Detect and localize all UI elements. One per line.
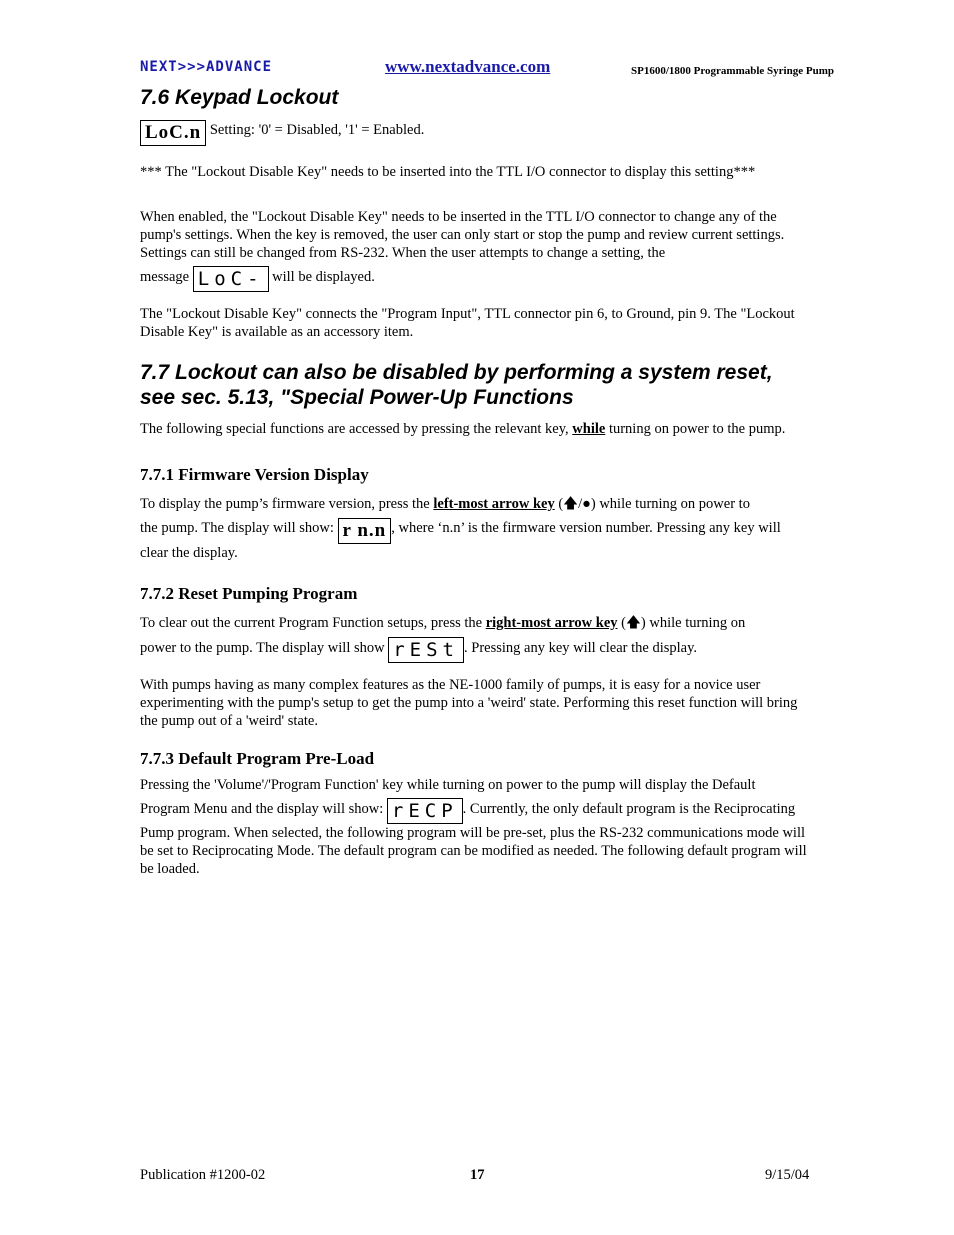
displayed-text: will be displayed. [268, 269, 375, 285]
subsection-heading-7-7-3: 7.7.3 Default Program Pre-Load [140, 749, 375, 768]
while-emphasis: while [572, 421, 606, 437]
website-link[interactable]: www.nextadvance.com [385, 57, 551, 76]
lcd-display-recp: rECP [387, 798, 463, 824]
page-number: 17 [470, 1167, 485, 1183]
text: ) while turning on power to [590, 496, 750, 512]
lcd-display-version: r n.n [338, 518, 392, 544]
firmware-paragraph-line1 [140, 495, 810, 513]
lcd-display-lock: LoC.n [140, 120, 206, 146]
firmware-paragraph-line2 [140, 518, 810, 562]
setting-text: Setting: '0' = Disabled, '1' = Enabled. [206, 122, 425, 138]
text: Program Menu and the display will show: [140, 801, 387, 817]
text: , where ‘n.n’ is the firmware version number. Pressing any key will clear the display. [140, 520, 781, 561]
brand-logo: NEXT>>>ADVANCE [140, 59, 273, 75]
lcd-display-loc-dash: LoC- [193, 266, 269, 292]
document-title: SP1600/1800 Programmable Syringe Pump [631, 65, 834, 77]
text: the pump. The display will show: [140, 520, 338, 536]
lockout-key-paragraph: The "Lockout Disable Key" connects the "Program Input", TTL connector pin 6, to Ground, pin 9. The "Lockout Disable Key" is available as an accessory item. [140, 306, 795, 340]
text: power to the pump. The display will show [140, 640, 389, 656]
reset-paragraph-line2 [140, 637, 810, 663]
lcd-display-reset: rESt [388, 637, 464, 663]
text: . Currently, the only default program is the Reciprocating Pump program. When selected, the following program will be pre-set, plus the RS-232 communications mode will be set to Reciprocating Mode. The default program can be modified as needed. The following default program will be loaded. [140, 801, 807, 877]
default-program-paragraph [140, 798, 810, 878]
special-functions-intro [140, 420, 810, 438]
message-text: message [140, 269, 193, 285]
arrow-dot-icon: 🡅/● [563, 496, 591, 512]
intro-text: The following special functions are accessed by pressing the relevant key, [140, 421, 573, 437]
subsection-heading-7-7-1: 7.7.1 Firmware Version Display [140, 465, 369, 484]
intro-text-end: turning on power to the pump. [605, 421, 786, 437]
left-arrow-key-label: left-most arrow key [433, 496, 555, 512]
text: To clear out the current Program Function setups, press the [140, 615, 486, 631]
text: ( [617, 615, 626, 631]
lockout-paragraph: When enabled, the "Lockout Disable Key" needs to be inserted in the TTL I/O connector to change any of the pump's settings. When the key is removed, the user can only start or stop the pump and review current settings. Settings can still be changed from RS-232. When the user attempts to change a setting, the [140, 209, 785, 261]
text: ( [554, 496, 564, 512]
right-arrow-key-label: right-most arrow key [485, 615, 618, 631]
default-program-line1: Pressing the 'Volume'/'Program Function' key while turning on power to the pump will display the Default [140, 777, 756, 793]
lockout-note: *** The "Lockout Disable Key" needs to be inserted into the TTL I/O connector to display this setting*** [140, 164, 756, 180]
publication-date: 9/15/04 [765, 1167, 810, 1183]
section-heading: 7.6 Keypad Lockout [140, 86, 339, 109]
reset-paragraph-line1 [140, 614, 810, 632]
reset-explanation: With pumps having as many complex features as the NE-1000 family of pumps, it is easy for a novice user experimenting with the pump's setup to get the pump into a 'weird' state. Performing this reset function will bring the pump out of a 'weird' state. [140, 677, 798, 729]
text: ) while turning on [640, 615, 746, 631]
subsection-heading-7-7-2: 7.7.2 Reset Pumping Program [140, 584, 358, 603]
lockout-setting-line [140, 120, 810, 146]
publication-number: Publication #1200-02 [140, 1167, 266, 1183]
section-heading-7-7: 7.7 Lockout can also be disabled by performing a system reset, see sec. 5.13, "Special Power-Up Functions [140, 361, 773, 409]
lockout-message-line [140, 266, 810, 292]
text: . Pressing any key will clear the display. [464, 640, 698, 656]
text: To display the pump’s firmware version, press the [140, 496, 434, 512]
up-arrow-icon: 🡅 [626, 615, 641, 631]
section-7-6 [140, 85, 810, 110]
